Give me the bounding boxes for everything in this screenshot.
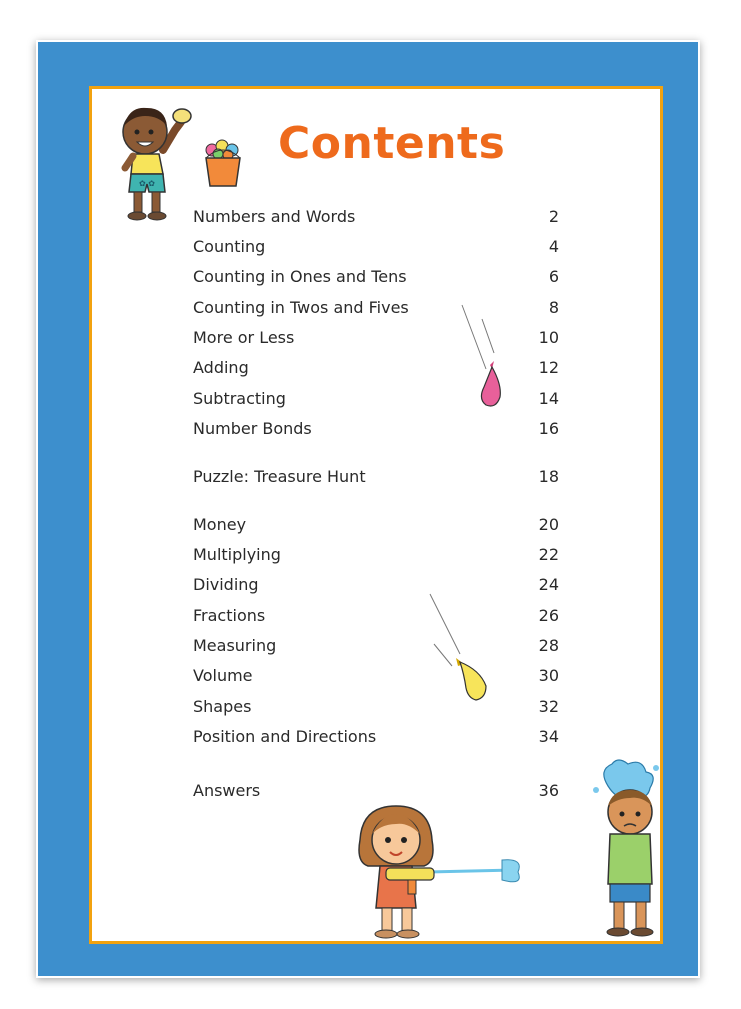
toc-row: [193, 512, 559, 536]
toc-label: Numbers and Words: [193, 206, 356, 226]
toc-page-number: 28: [538, 635, 559, 655]
toc-row: [193, 663, 559, 687]
toc-row: [193, 542, 559, 566]
toc-page-number: 30: [538, 665, 559, 685]
toc-label: Money: [193, 514, 247, 534]
toc-page-number: 24: [538, 574, 559, 594]
toc-label: More or Less: [193, 327, 295, 347]
toc-row: [193, 416, 559, 440]
toc-label: Subtracting: [193, 388, 286, 408]
toc-label: Counting in Twos and Fives: [193, 297, 409, 317]
toc-label: Puzzle: Treasure Hunt: [193, 466, 366, 486]
toc-page-number: 16: [538, 418, 559, 438]
toc-page-number: 14: [538, 388, 559, 408]
toc-row: [193, 694, 559, 718]
toc-row: [193, 234, 559, 258]
toc-page-number: 4: [548, 236, 559, 256]
toc-page-number: 12: [538, 357, 559, 377]
toc-page-number: 20: [538, 514, 559, 534]
toc-page-number: 6: [548, 266, 559, 286]
toc-row: [193, 603, 559, 627]
toc-label: Position and Directions: [193, 726, 377, 746]
toc-label: Number Bonds: [193, 418, 312, 438]
toc-page-number: 22: [538, 544, 559, 564]
toc-label: Multiplying: [193, 544, 281, 564]
toc-row: [193, 572, 559, 596]
toc-label: Shapes: [193, 696, 252, 716]
balloon-bucket-icon: [202, 138, 244, 190]
girl-with-water-gun-illustration: [352, 800, 532, 942]
toc-row: [193, 264, 559, 288]
toc-label: Adding: [193, 357, 249, 377]
toc-page-number: 18: [538, 466, 559, 486]
toc-row: [193, 204, 559, 228]
splashed-boy-illustration: [588, 756, 672, 942]
toc-label: Answers: [193, 780, 261, 800]
toc-page-number: 10: [538, 327, 559, 347]
toc-row: [193, 464, 559, 488]
toc-page-number: 8: [548, 297, 559, 317]
toc-page-number: 32: [538, 696, 559, 716]
toc-label: Volume: [193, 665, 253, 685]
boy-holding-balloon-illustration: [115, 100, 195, 225]
toc-label: Dividing: [193, 574, 259, 594]
toc-row: [193, 724, 559, 748]
toc-page-number: 2: [548, 206, 559, 226]
toc-label: Measuring: [193, 635, 277, 655]
toc-label: Fractions: [193, 605, 266, 625]
page-title: Contents: [278, 118, 506, 169]
toc-row: [193, 778, 559, 802]
toc-row: [193, 633, 559, 657]
toc-page-number: 36: [538, 780, 559, 800]
toc-label: Counting in Ones and Tens: [193, 266, 407, 286]
yellow-water-balloon-icon: [426, 594, 496, 704]
toc-page-number: 34: [538, 726, 559, 746]
toc-page-number: 26: [538, 605, 559, 625]
svg-text:✿ ✿: ✿ ✿: [139, 179, 155, 188]
toc-label: Counting: [193, 236, 266, 256]
pink-water-balloon-icon: [458, 305, 518, 413]
